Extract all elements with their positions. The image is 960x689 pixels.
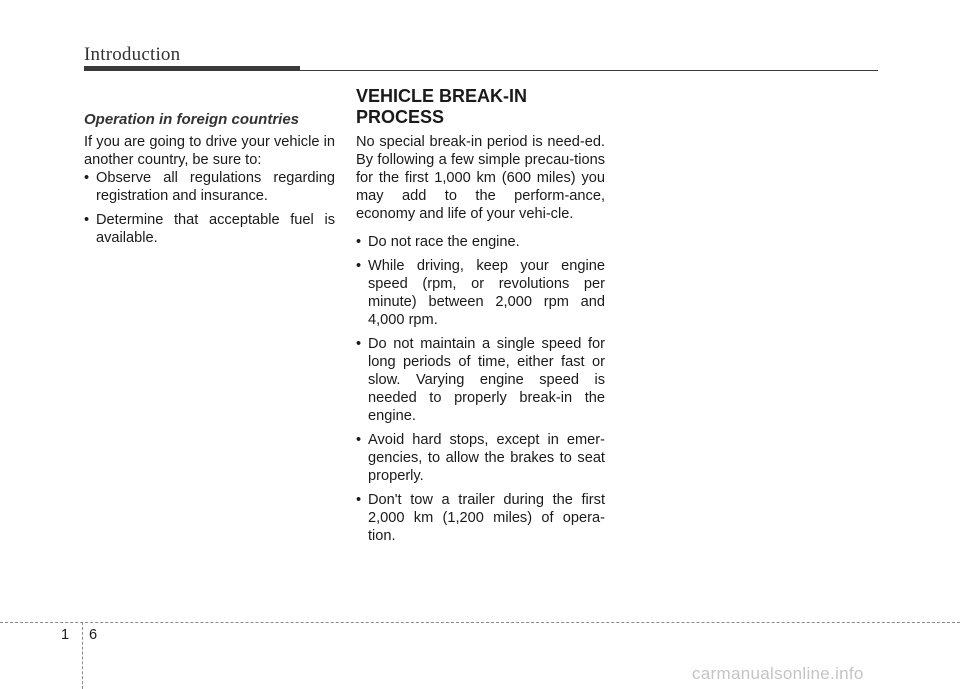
list-item: • Do not race the engine. [356,233,605,251]
list-item: • While driving, keep your engine speed (rpm, or revolutions per minute) between 2,000 rpm and 4,000 rpm. [356,257,605,329]
list-item: • Do not maintain a single speed for long periods of time, either fast or slow. Varying engine speed is needed to properly break-in the engine. [356,335,605,425]
footer-vertical-divider [82,622,83,689]
break-in-list [356,233,605,551]
section-header-title: Introduction [84,44,181,65]
break-in-intro: No special break-in period is need-ed. By following a few simple precau-tions for the first 1,000 km (600 miles) you may add to the perform-ance, economy and life of your vehi-cle. [356,134,605,222]
watermark-text: carmanualsonline.info [692,664,864,683]
list-item: • Determine that acceptable fuel is available. [84,211,335,247]
chapter-number: 1 [61,627,70,643]
foreign-countries-subheading: Operation in foreign countries [84,111,300,128]
header-rule-thin [300,70,878,71]
page-number: 6 [89,627,98,643]
header-rule-thick [84,66,300,71]
list-item: • Observe all regulations regarding registration and insurance. [84,169,335,205]
foreign-countries-intro: If you are going to drive your vehicle in another country, be sure to: [84,134,335,168]
list-item: • Avoid hard stops, except in emer-gencies, to allow the brakes to seat properly. [356,431,605,485]
list-item: • Don't tow a trailer during the first 2,000 km (1,200 miles) of opera-tion. [356,491,605,545]
footer-divider [0,622,960,623]
break-in-title: VEHICLE BREAK-IN PROCESS [356,86,528,127]
foreign-countries-list [84,169,335,253]
